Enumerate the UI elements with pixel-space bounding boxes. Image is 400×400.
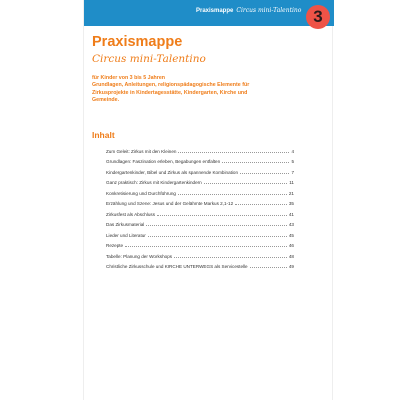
description-line: Gemeinde.: [92, 96, 120, 103]
toc-entry-page: 7: [291, 169, 294, 175]
book-title: Praxismappe: [92, 34, 183, 50]
toc-leader-dots: [148, 235, 287, 237]
toc-leader-dots: [204, 182, 287, 184]
toc-entry[interactable]: [106, 185, 294, 196]
toc-entry-page: 45: [288, 232, 294, 238]
toc-entry[interactable]: [106, 143, 294, 154]
toc-entry-title: Erzählung und Szene: Jesus und der Gelähmte Markus 2,1-12: [106, 201, 234, 206]
document-page: [83, 0, 333, 400]
toc-entry[interactable]: [106, 227, 294, 238]
toc-entry-page: 48: [288, 253, 294, 259]
header-series-title: [196, 7, 301, 14]
header-series-script: Circus mini-Talentino: [236, 7, 302, 14]
toc-entry-title: Tabelle: Planung der Workshops: [106, 253, 173, 259]
toc-leader-dots: [240, 172, 289, 174]
toc-entry-title: Konkretisierung und Durchführung: [106, 190, 176, 196]
toc-entry-title: Rezepte: [106, 243, 124, 248]
toc-entry-page: 43: [288, 222, 294, 227]
description-block: [92, 75, 312, 104]
toc-entry-title: Zirkusfest als Abschluss: [106, 211, 156, 217]
toc-leader-dots: [235, 203, 287, 205]
toc-entry[interactable]: [106, 206, 294, 217]
toc-entry[interactable]: [106, 238, 294, 249]
toc-leader-dots: [125, 245, 287, 247]
toc-entry[interactable]: [106, 164, 294, 175]
toc-entry-title: Grundlagen: Faszination erleben, Begabungen entfalten: [106, 159, 221, 164]
toc-entry-page: 35: [288, 201, 294, 206]
toc-entry-page: 41: [288, 211, 294, 217]
toc-entry-title: Ganz praktisch: Zirkus mit Kindergartenkindern: [106, 180, 202, 185]
toc-entry-title: Lieder und Literatur: [106, 232, 146, 238]
toc-entry[interactable]: [106, 196, 294, 207]
description-line: für Kinder von 3 bis 5 Jahren: [92, 75, 165, 81]
toc-heading: Inhalt: [92, 130, 115, 140]
toc-leader-dots: [157, 214, 287, 216]
toc-entry-page: 11: [289, 180, 294, 185]
toc-entry[interactable]: [106, 248, 294, 259]
toc-entry-page: 4: [291, 148, 294, 154]
toc-entry[interactable]: [106, 259, 294, 270]
toc-leader-dots: [146, 224, 287, 226]
chapter-number-badge: 3: [306, 5, 330, 29]
table-of-contents: [106, 143, 294, 269]
toc-leader-dots: [178, 193, 287, 195]
header-bar: [84, 0, 334, 26]
toc-entry-page: 49: [288, 264, 294, 269]
toc-leader-dots: [222, 161, 289, 163]
toc-entry[interactable]: [106, 217, 294, 228]
toc-entry-title: Zum Geleit: Zirkus mit den Kleinen: [106, 148, 177, 154]
book-subtitle: Circus mini-Talentino: [92, 53, 206, 65]
toc-entry-page: 21: [288, 190, 294, 196]
toc-entry-title: Das Zirkusmaterial: [106, 222, 145, 227]
toc-leader-dots: [250, 266, 287, 268]
description-line: Grundlagen, Anleitungen, religionspädagogische Elemente für: [92, 82, 250, 89]
toc-entry-title: Christliche Zirkusschule und KIRCHE UNTERWEGS als Servicestelle: [106, 264, 248, 269]
toc-leader-dots: [174, 256, 287, 258]
toc-entry[interactable]: [106, 154, 294, 165]
toc-entry[interactable]: [106, 175, 294, 186]
header-series-bold: Praxismappe: [196, 8, 234, 14]
toc-entry-page: 5: [291, 159, 294, 164]
description-line: Zirkusprojekte in Kindertagesstätte, Kindergarten, Kirche und: [92, 89, 248, 96]
toc-entry-page: 46: [288, 243, 294, 248]
toc-entry-title: Kindergartenkinder, Bibel und Zirkus als spannende Kombination: [106, 169, 239, 175]
toc-leader-dots: [178, 151, 289, 153]
